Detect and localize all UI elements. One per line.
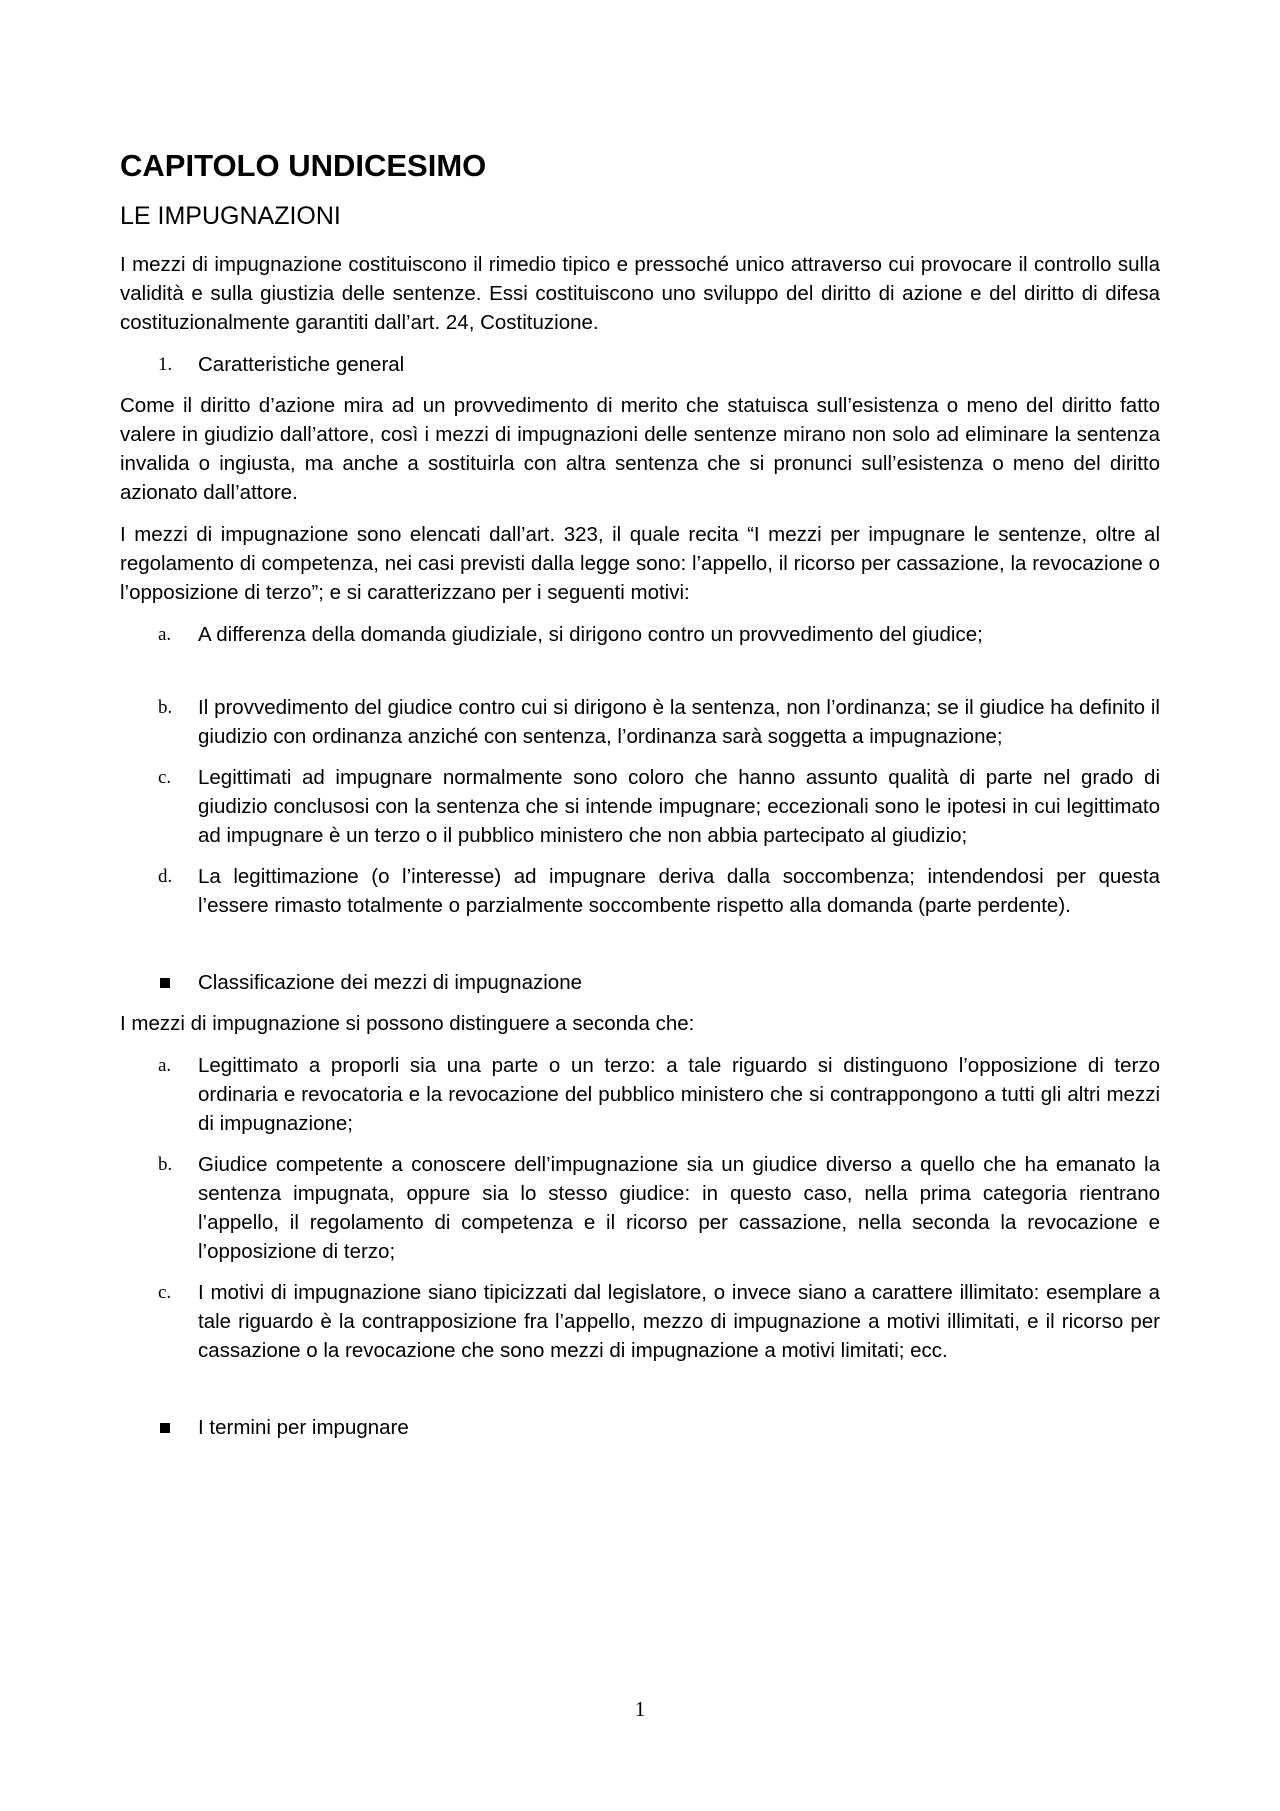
section-number: 1. xyxy=(158,354,173,375)
list-marker: c. xyxy=(158,767,172,788)
list-item xyxy=(120,763,1160,850)
section-heading-classificazione xyxy=(120,968,1160,997)
list-item-text: Legittimati ad impugnare normalmente sono coloro che hanno assunto qualità di parte nel grado di giudizio conclusosi con la sentenza che si intende impugnare; eccezionali sono le ipotesi in cui legittimato ad impugnare è un terzo o il pubblico ministero che non abbia partecipato al giudizio; xyxy=(198,766,1160,847)
list-marker: c. xyxy=(158,1282,172,1303)
intro-paragraph: I mezzi di impugnazione costituiscono il rimedio tipico e pressoché unico attraverso cui provocare il controllo sulla validità e sulla giustizia delle sentenze. Essi costituiscono uno sviluppo del diritto di azione e del diritto di difesa costituzionalmente garantiti dall’art. 24, Costituzione. xyxy=(120,253,1160,334)
chapter-title: CAPITOLO UNDICESIMO xyxy=(120,148,487,183)
section-heading-text: Classificazione dei mezzi di impugnazione xyxy=(198,971,582,994)
section-heading-caratteristiche xyxy=(120,350,1160,379)
section-heading-termini xyxy=(120,1413,1160,1442)
list-item-text: Legittimato a proporli sia una parte o un terzo: a tale riguardo si distinguono l’opposizione di terzo ordinaria e revocatoria e la revocazione del pubblico ministero che si contrappongono a tutti gli altri mezzi di impugnazione; xyxy=(198,1054,1160,1135)
list-marker: b. xyxy=(158,1154,173,1175)
section-title: LE IMPUGNAZIONI xyxy=(120,202,341,230)
document-page xyxy=(120,148,1160,1454)
list-marker: d. xyxy=(158,866,173,887)
list-item xyxy=(120,1150,1160,1266)
list-item xyxy=(120,862,1160,920)
section-heading-text: I termini per impugnare xyxy=(198,1416,409,1439)
list-item-text: Il provvedimento del giudice contro cui si dirigono è la sentenza, non l’ordinanza; se il giudice ha definito il giudizio con ordinanza anziché con sentenza, l’ordinanza sarà soggetta a impugnazione; xyxy=(198,696,1160,748)
list-item-text: Giudice competente a conoscere dell’impugnazione sia un giudice diverso a quello che ha emanato la sentenza impugnata, oppure sia lo stesso giudice: in questo caso, nella prima categoria rientrano l’appello, il regolamento di competenza e il ricorso per cassazione, nella seconda la revocazione e l’opposizione di terzo; xyxy=(198,1153,1160,1263)
list-item-text: La legittimazione (o l’interesse) ad impugnare deriva dalla soccombenza; intendendosi per questa l’essere rimasto totalmente o parzialmente soccombente rispetto alla domanda (parte perdente). xyxy=(198,865,1160,917)
list-item-text: I motivi di impugnazione siano tipicizzati dal legislatore, o invece siano a carattere illimitato: esemplare a tale riguardo è la contrapposizione fra l’appello, mezzo di impugnazione a motivi illimitati, e il ricorso per cassazione o la revocazione che sono mezzi di impugnazione a motivi limitati; ecc. xyxy=(198,1281,1160,1362)
list-marker: a. xyxy=(158,1055,172,1076)
square-bullet-icon xyxy=(160,1423,170,1433)
paragraph: I mezzi di impugnazione si possono distinguere a seconda che: xyxy=(120,1012,695,1035)
list-item xyxy=(120,693,1160,751)
list-marker: b. xyxy=(158,697,173,718)
page-number: 1 xyxy=(634,1697,646,1721)
list-item xyxy=(120,1278,1160,1365)
paragraph: I mezzi di impugnazione sono elencati dall’art. 323, il quale recita “I mezzi per impugnare le sentenze, oltre al regolamento di competenza, nei casi previsti dalla legge sono: l’appello, il ricorso per cassazione, la revocazione o l’opposizione di terzo”; e si caratterizzano per i seguenti motivi: xyxy=(120,523,1160,604)
list-item-text: A differenza della domanda giudiziale, si dirigono contro un provvedimento del giudice; xyxy=(198,623,983,646)
list-item xyxy=(120,1051,1160,1138)
section-heading-text: Caratteristiche general xyxy=(198,353,405,376)
paragraph: Come il diritto d’azione mira ad un provvedimento di merito che statuisca sull’esistenza o meno del diritto fatto valere in giudizio dall’attore, così i mezzi di impugnazioni delle sentenze mirano non solo ad eliminare la sentenza invalida o ingiusta, ma anche a sostituirla con altra sentenza che si pronunci sull’esistenza o meno del diritto azionato dall’attore. xyxy=(120,394,1160,504)
list-item xyxy=(120,620,1160,649)
square-bullet-icon xyxy=(160,978,170,988)
list-marker: a. xyxy=(158,624,172,645)
